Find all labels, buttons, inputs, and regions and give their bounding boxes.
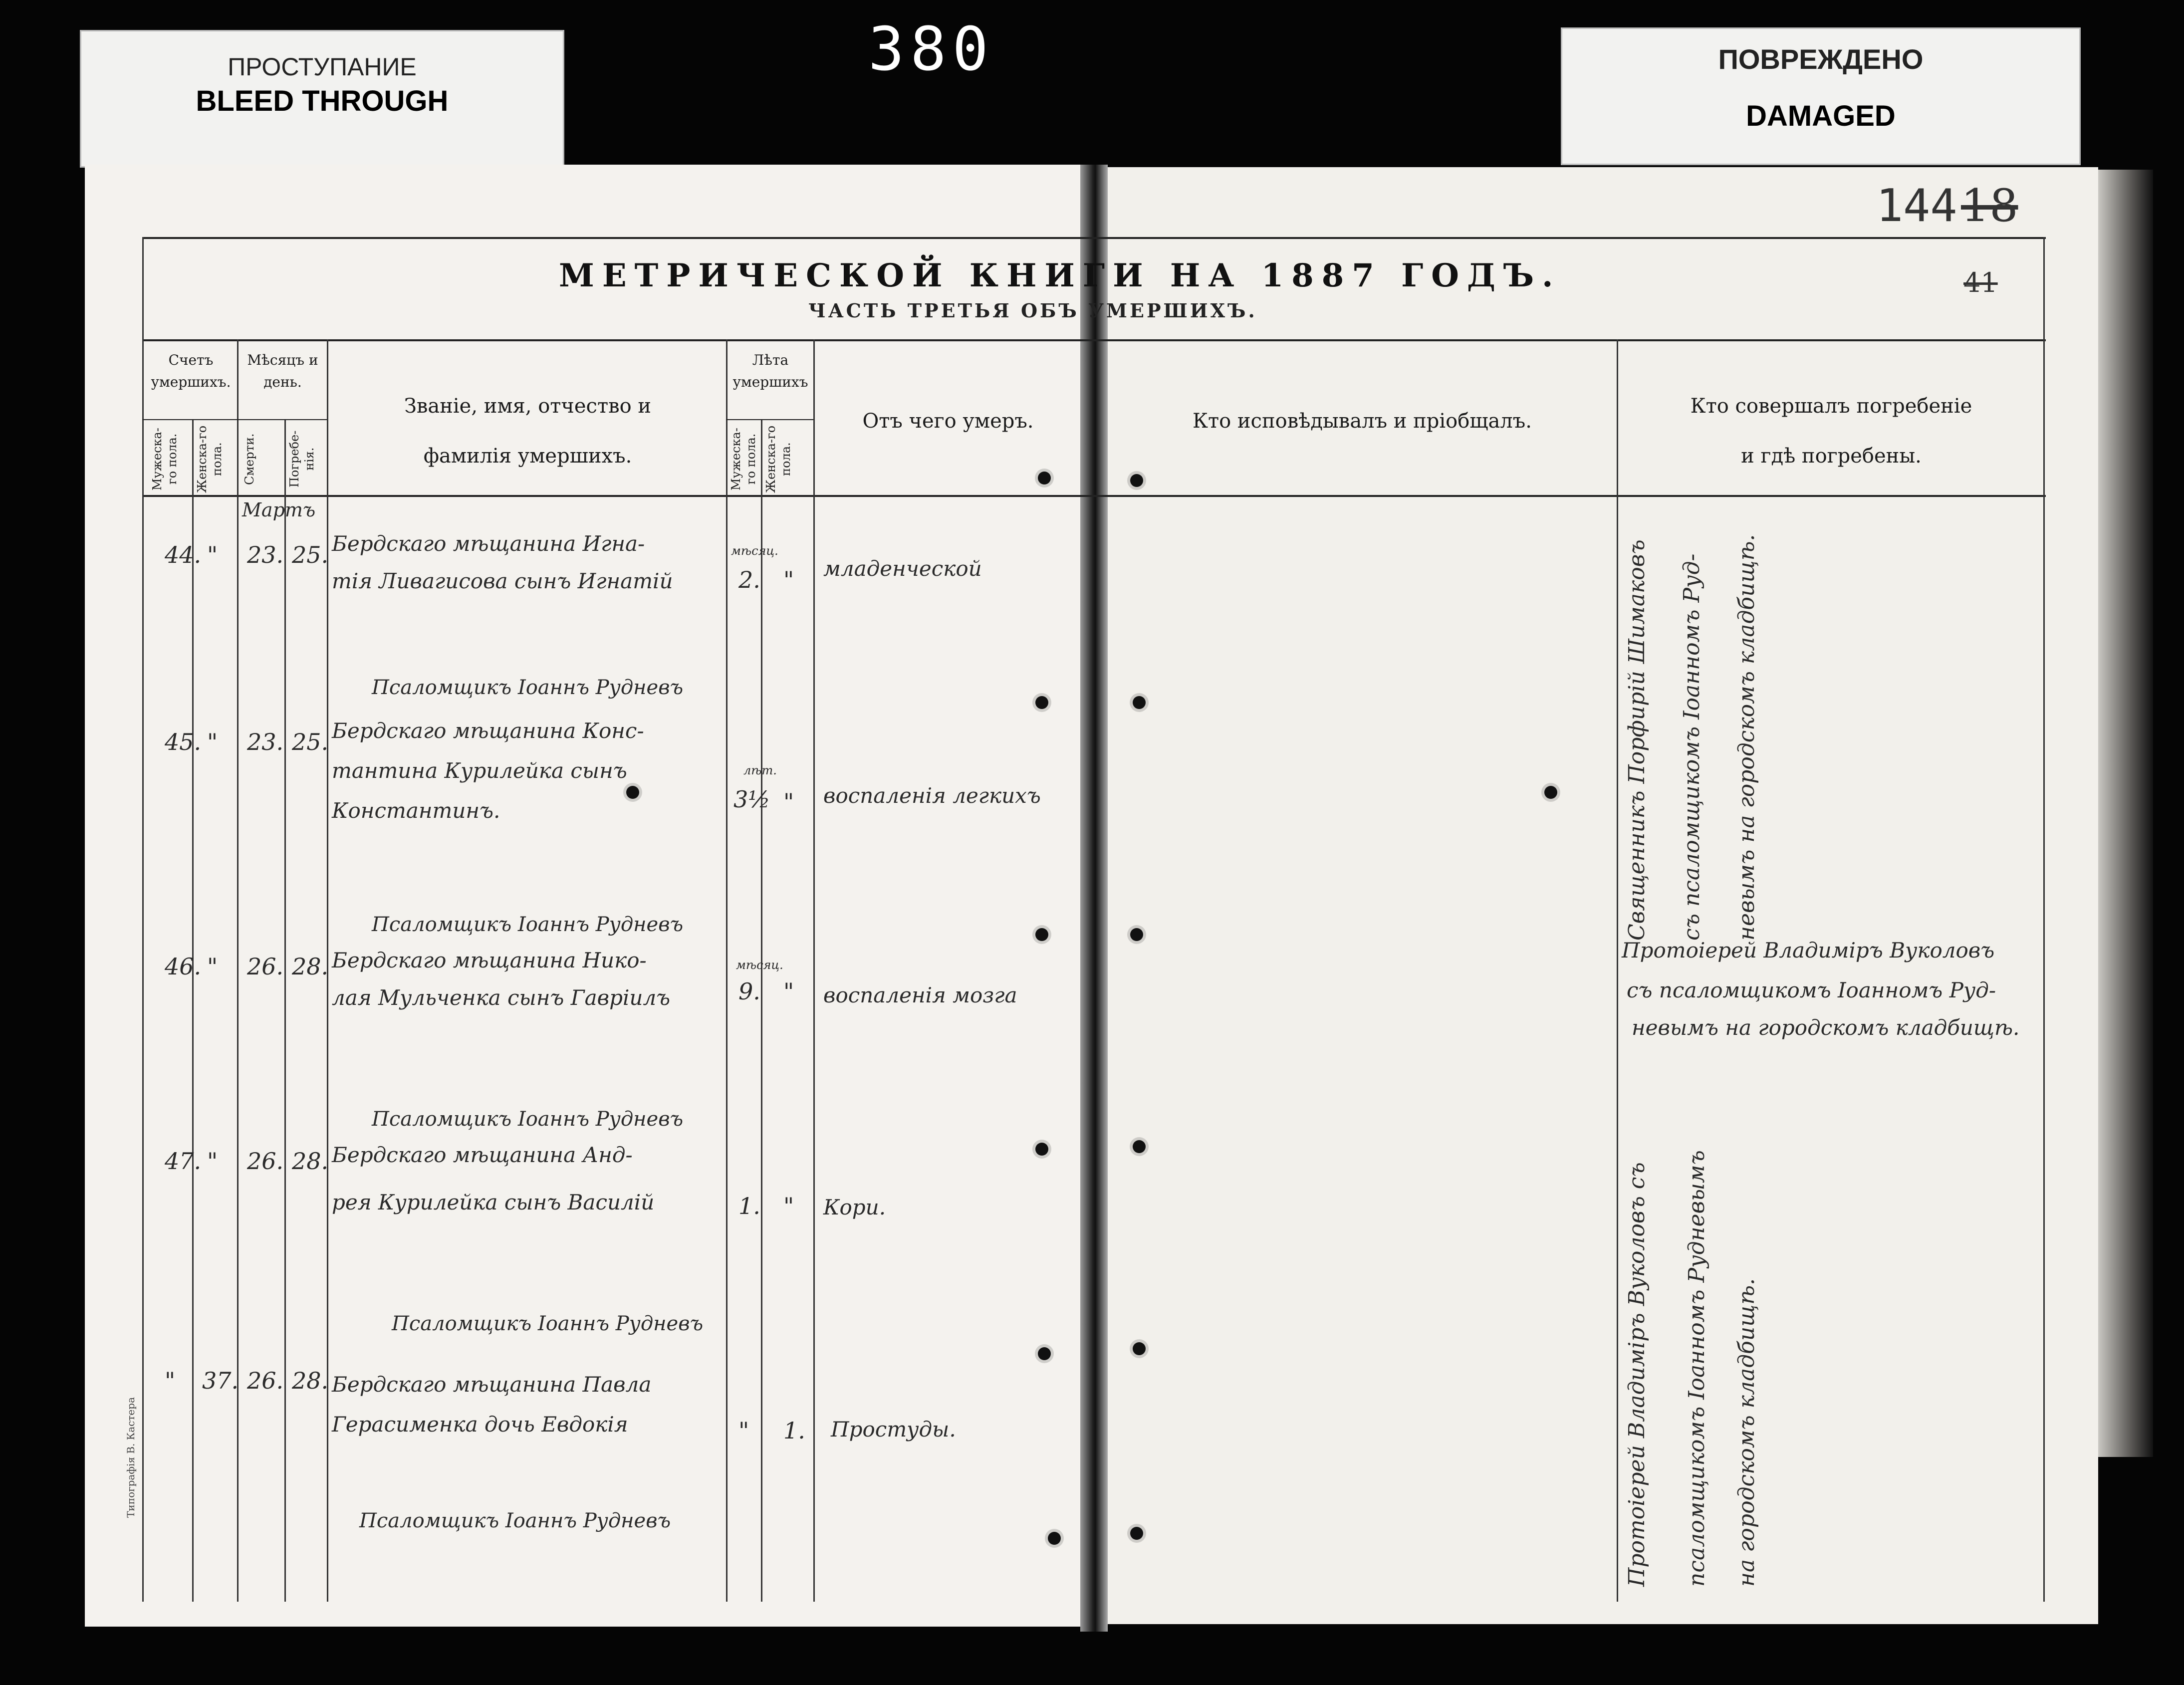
table-left-border bbox=[142, 237, 144, 1602]
burial-note-vertical-line: на городскомъ кладбищѣ. bbox=[1734, 1278, 1759, 1587]
record-death-day: 26. bbox=[247, 1367, 284, 1394]
record-burial-day: 28. bbox=[292, 1148, 329, 1175]
record-death-day: 26. bbox=[247, 1148, 284, 1175]
record-death-day: 23. bbox=[247, 728, 284, 755]
col-burial-by-heading-2: и гдѣ погребены. bbox=[1741, 445, 1922, 468]
col-age-male: Мужеска-го пола. bbox=[729, 428, 758, 490]
burial-note-line: съ псаломщикомъ Іоанномъ Руд- bbox=[1627, 978, 1996, 1002]
binding-hole bbox=[1035, 696, 1048, 709]
col-count-female: Женска-го пола. bbox=[195, 425, 224, 493]
col-burial-date: Погребе-нія. bbox=[287, 430, 316, 488]
record-male-number: " bbox=[165, 1367, 176, 1394]
record-death-day: 23. bbox=[247, 541, 284, 568]
binding-hole bbox=[1038, 472, 1051, 484]
record-cause: Простуды. bbox=[831, 1417, 956, 1442]
record-male-number: 46. bbox=[165, 953, 202, 980]
record-name-line: Константинъ. bbox=[332, 798, 500, 823]
burial-note-vertical-line: Священникъ Порфирій Шимаковъ bbox=[1624, 539, 1650, 941]
record-name-line: Бердскаго мѣщанина Игна- bbox=[332, 531, 645, 556]
record-female-number: " bbox=[207, 728, 218, 755]
burial-note-vertical-line: псаломщикомъ Іоанномъ Рудневымъ bbox=[1684, 1150, 1709, 1587]
col-divider bbox=[284, 419, 286, 1602]
burial-note-vertical-line: невымъ на городскомъ кладбищѣ. bbox=[1734, 534, 1759, 941]
record-psalmist: Псаломщикъ Іоаннъ Рудневъ bbox=[359, 1509, 671, 1532]
record-age-male: " bbox=[738, 1417, 749, 1444]
bleed-through-card bbox=[80, 30, 564, 168]
col-confessor-heading: Кто исповѣдывалъ и пріобщалъ. bbox=[1193, 410, 1532, 433]
burial-note-line: невымъ на городскомъ кладбищѣ. bbox=[1632, 1015, 2020, 1040]
card-ru-text: ПРОСТУПАНИЕ bbox=[228, 53, 417, 81]
binding-hole bbox=[1133, 696, 1146, 709]
damaged-card bbox=[1561, 27, 2081, 165]
record-name-line: Бердскаго мѣщанина Конс- bbox=[332, 719, 644, 743]
col-divider bbox=[726, 339, 728, 1602]
record-age-male: 3½ bbox=[733, 786, 770, 813]
card-en-text: BLEED THROUGH bbox=[196, 85, 449, 117]
record-age-female: " bbox=[783, 788, 794, 815]
record-burial-day: 25. bbox=[292, 541, 329, 568]
frame-number: 380 bbox=[868, 15, 994, 84]
col-divider bbox=[237, 339, 239, 1602]
col-count-heading: Счетъ умершихъ. bbox=[151, 352, 231, 390]
col-age-female: Женска-го пола. bbox=[764, 425, 793, 493]
record-burial-day: 25. bbox=[292, 728, 329, 755]
burial-note-vertical-line: съ псаломщикомъ Іоанномъ Руд- bbox=[1679, 553, 1704, 941]
record-age-unit: лѣт. bbox=[743, 763, 777, 777]
binding-hole bbox=[1048, 1532, 1061, 1545]
book-edge bbox=[2098, 170, 2153, 1457]
record-age-male: 2. bbox=[738, 566, 760, 593]
record-age-unit: мѣсяц. bbox=[731, 544, 778, 558]
record-cause: младенческой bbox=[823, 556, 982, 581]
col-divider bbox=[813, 339, 815, 1602]
record-burial-day: 28. bbox=[292, 953, 329, 980]
record-cause: воспаленія легкихъ bbox=[823, 783, 1041, 808]
record-age-male: 9. bbox=[738, 978, 760, 1005]
col-name-heading-2: фамилія умершихъ. bbox=[423, 445, 632, 468]
col-month-heading: Мѣсяцъ и день. bbox=[247, 352, 318, 390]
subheader-rule bbox=[726, 419, 813, 420]
record-death-day: 26. bbox=[247, 953, 284, 980]
binding-hole bbox=[1130, 928, 1143, 941]
binding-hole bbox=[1133, 1342, 1146, 1355]
record-name-line: тія Ливагисова сынъ Игнатій bbox=[332, 569, 673, 593]
register-title: МЕТРИЧЕСКОЙ КНИГИ НА 1887 ГОДЪ. bbox=[559, 257, 1561, 294]
record-name-line: рея Курилейка сынъ Василій bbox=[332, 1190, 655, 1214]
col-burial-by-heading-1: Кто совершалъ погребеніе bbox=[1690, 395, 1972, 418]
col-divider bbox=[192, 419, 194, 1602]
record-male-number: 45. bbox=[165, 728, 202, 755]
folio-number: 144 bbox=[1876, 180, 1957, 232]
record-female-number: 37. bbox=[202, 1367, 239, 1394]
record-male-number: 44. bbox=[165, 541, 202, 568]
record-female-number: " bbox=[207, 541, 218, 568]
record-age-male: 1. bbox=[738, 1193, 760, 1219]
record-psalmist: Псаломщикъ Іоаннъ Рудневъ bbox=[372, 1108, 684, 1131]
binding-hole bbox=[1544, 786, 1557, 799]
book-spine bbox=[1080, 165, 1108, 1632]
card-en-text: DAMAGED bbox=[1746, 100, 1896, 132]
col-count-male: Мужеска-го пола. bbox=[150, 428, 179, 490]
table-right-border bbox=[2043, 237, 2045, 1602]
burial-note-line: Протоіерей Владиміръ Вуколовъ bbox=[1622, 938, 1995, 963]
record-female-number: " bbox=[207, 1148, 218, 1175]
header-bottom-rule bbox=[142, 495, 2046, 497]
record-male-number: 47. bbox=[165, 1148, 202, 1175]
binding-hole bbox=[1130, 474, 1143, 487]
card-ru-text: ПОВРЕЖДЕНО bbox=[1718, 43, 1924, 75]
col-cause-heading: Отъ чего умеръ. bbox=[862, 410, 1034, 433]
record-age-female: " bbox=[783, 566, 794, 593]
binding-hole bbox=[1130, 1527, 1143, 1540]
col-age-heading: Лѣта умершихъ bbox=[732, 352, 808, 390]
binding-hole bbox=[1133, 1140, 1146, 1153]
record-name-line: Бердскаго мѣщанина Павла bbox=[332, 1372, 652, 1397]
burial-note-vertical-line: Протоіерей Владиміръ Вуколовъ съ bbox=[1624, 1162, 1650, 1587]
record-age-female: 1. bbox=[783, 1417, 805, 1444]
record-name-line: Герасименка дочь Евдокія bbox=[332, 1412, 628, 1437]
record-cause: воспаленія мозга bbox=[823, 983, 1017, 1007]
record-name-line: Бердскаго мѣщанина Нико- bbox=[332, 948, 647, 972]
record-name-line: Бердскаго мѣщанина Анд- bbox=[332, 1143, 633, 1167]
page-number-struck: 41 bbox=[1963, 267, 1998, 298]
record-cause: Кори. bbox=[823, 1195, 886, 1219]
binding-hole bbox=[1038, 1347, 1051, 1360]
table-top-rule bbox=[142, 237, 2046, 239]
col-death-date: Смерти. bbox=[243, 433, 256, 485]
record-female-number: " bbox=[207, 953, 218, 980]
record-age-female: " bbox=[783, 1193, 794, 1219]
subheader-rule bbox=[142, 419, 327, 420]
register-subtitle: ЧАСТЬ ТРЕТЬЯ ОБЪ УМЕРШИХЪ. bbox=[808, 299, 1257, 322]
binding-hole bbox=[1035, 1143, 1048, 1156]
col-divider bbox=[1617, 339, 1618, 1602]
record-psalmist: Псаломщикъ Іоаннъ Рудневъ bbox=[372, 676, 684, 699]
record-age-female: " bbox=[783, 978, 794, 1005]
printer-mark: Типографія В. Кастера bbox=[125, 1397, 137, 1518]
header-top-rule bbox=[142, 339, 2046, 341]
record-name-line: лая Мульченка сынъ Гавріилъ bbox=[332, 985, 671, 1010]
record-psalmist: Псаломщикъ Іоаннъ Рудневъ bbox=[392, 1312, 704, 1335]
record-age-unit: мѣсяц. bbox=[736, 958, 783, 972]
record-name-line: тантина Курилейка сынъ bbox=[332, 758, 627, 783]
month-label: Мартъ bbox=[242, 499, 316, 521]
folio-struck-number: 18 bbox=[1961, 180, 2018, 232]
col-name-heading-1: Званіе, имя, отчество и bbox=[404, 395, 652, 418]
record-psalmist: Псаломщикъ Іоаннъ Рудневъ bbox=[372, 913, 684, 936]
binding-hole bbox=[626, 786, 639, 799]
col-divider bbox=[761, 419, 762, 1602]
binding-hole bbox=[1035, 928, 1048, 941]
record-burial-day: 28. bbox=[292, 1367, 329, 1394]
